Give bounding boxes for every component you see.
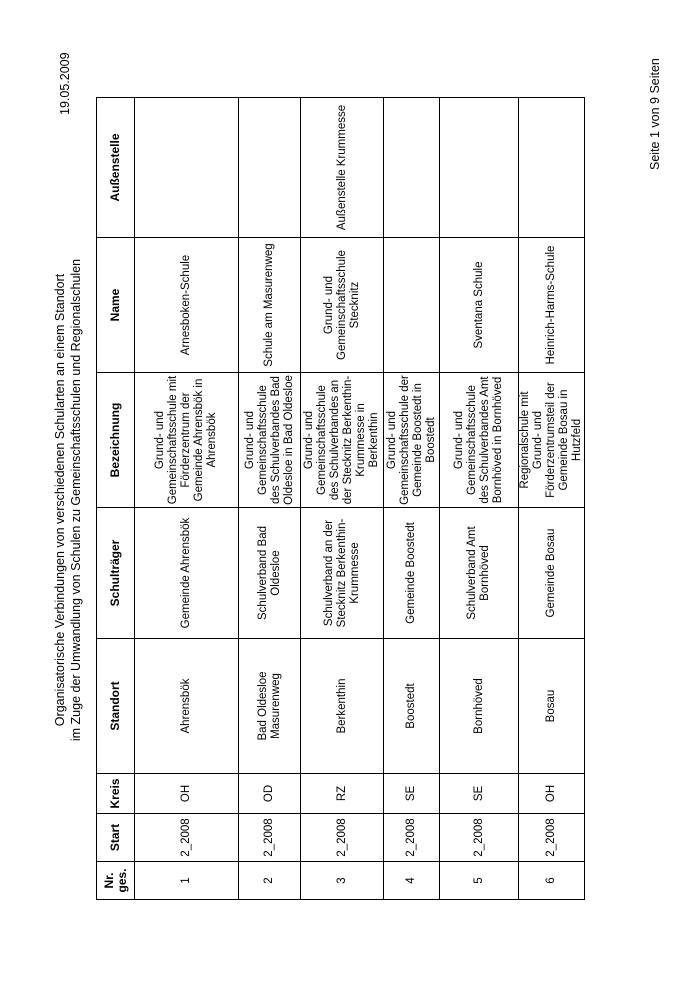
cell-nr: 2 — [239, 862, 301, 900]
cell-start: 2_2008 — [135, 814, 239, 862]
cell-standort: Berkenthin — [301, 639, 384, 774]
cell-name: Heinrich-Harms-Schule — [519, 238, 585, 373]
cell-kreis: RZ — [301, 774, 384, 814]
cell-aussenstelle — [384, 98, 440, 238]
cell-bezeichnung: Regionalschule mit Grund- und Förderzentrumsteil der Gemeinde Bosau in Hutzfeld — [519, 373, 585, 508]
cell-standort: Bornhöved — [440, 639, 519, 774]
table-header-row — [97, 98, 135, 900]
cell-bezeichnung: Grund- und Gemeinschaftsschule des Schulverbandes Amt Bornhöved in Bornhöved — [440, 373, 519, 508]
document-date: 19.05.2009 — [58, 52, 72, 115]
cell-standort: Boostedt — [384, 639, 440, 774]
document-title — [52, 60, 84, 940]
cell-bezeichnung: Grund- und Gemeinschaftsschule mit Förderzentrum der Gemeinde Ahrensbök in Ahrensbök — [135, 373, 239, 508]
header-kreis: Kreis — [97, 774, 135, 814]
cell-kreis: OH — [135, 774, 239, 814]
cell-start: 2_2008 — [519, 814, 585, 862]
cell-schultraeger: Schulverband Amt Bornhöved — [440, 508, 519, 639]
table-row — [384, 98, 440, 900]
cell-kreis: OH — [519, 774, 585, 814]
header-name: Name — [97, 238, 135, 373]
title-line-2: im Zuge der Umwandlung von Schulen zu Gemeinschaftsschulen und Regionalschulen — [69, 258, 83, 742]
cell-bezeichnung: Grund- und Gemeinschaftsschule des Schulverbandes Bad Oldesloe in Bad Oldesloe — [239, 373, 301, 508]
cell-nr: 4 — [384, 862, 440, 900]
cell-nr: 3 — [301, 862, 384, 900]
cell-aussenstelle — [519, 98, 585, 238]
cell-aussenstelle: Außenstelle Krummesse — [301, 98, 384, 238]
cell-start: 2_2008 — [440, 814, 519, 862]
header-schultraeger: Schulträger — [97, 508, 135, 639]
table-row — [301, 98, 384, 900]
cell-name: Grund- und Gemeinschaftsschule Stecknitz — [301, 238, 384, 373]
header-aussenstelle: Außenstelle — [97, 98, 135, 238]
cell-aussenstelle — [135, 98, 239, 238]
cell-aussenstelle — [239, 98, 301, 238]
cell-name: Schule am Masurenweg — [239, 238, 301, 373]
table-row — [135, 98, 239, 900]
cell-aussenstelle — [440, 98, 519, 238]
cell-kreis: OD — [239, 774, 301, 814]
cell-bezeichnung: Grund- und Gemeinschaftsschule des Schulverbandes an der Stecknitz Berkenthin-Krummesse in Berkenthin — [301, 373, 384, 508]
cell-schultraeger: Gemeinde Boostedt — [384, 508, 440, 639]
cell-nr: 5 — [440, 862, 519, 900]
cell-standort: Bosau — [519, 639, 585, 774]
cell-name: Sventana Schule — [440, 238, 519, 373]
header-bezeichnung: Bezeichnung — [97, 373, 135, 508]
cell-schultraeger: Gemeinde Bosau — [519, 508, 585, 639]
cell-schultraeger: Schulverband Bad Oldesloe — [239, 508, 301, 639]
table-row — [519, 98, 585, 900]
cell-schultraeger: Schulverband an der Stecknitz Berkenthin-Krummesse — [301, 508, 384, 639]
cell-nr: 1 — [135, 862, 239, 900]
page-number: Seite 1 von 9 Seiten — [648, 58, 662, 170]
header-standort: Standort — [97, 639, 135, 774]
cell-schultraeger: Gemeinde Ahrensbök — [135, 508, 239, 639]
cell-standort: Ahrensbök — [135, 639, 239, 774]
cell-kreis: SE — [440, 774, 519, 814]
cell-start: 2_2008 — [384, 814, 440, 862]
header-start: Start — [97, 814, 135, 862]
cell-kreis: SE — [384, 774, 440, 814]
header-nr: Nr. ges. — [97, 862, 135, 900]
cell-start: 2_2008 — [301, 814, 384, 862]
cell-start: 2_2008 — [239, 814, 301, 862]
cell-nr: 6 — [519, 862, 585, 900]
cell-name: Arnesboken-Schule — [135, 238, 239, 373]
cell-bezeichnung: Grund- und Gemeinschaftsschule der Gemeinde Boostedt in Boostedt — [384, 373, 440, 508]
table-row — [239, 98, 301, 900]
cell-standort: Bad Oldesloe Masurenweg — [239, 639, 301, 774]
title-line-1: Organisatorische Verbindungen von verschiedenen Schularten an einem Standort — [53, 273, 67, 727]
schools-table — [96, 97, 585, 900]
table-row — [440, 98, 519, 900]
cell-name — [384, 238, 440, 373]
